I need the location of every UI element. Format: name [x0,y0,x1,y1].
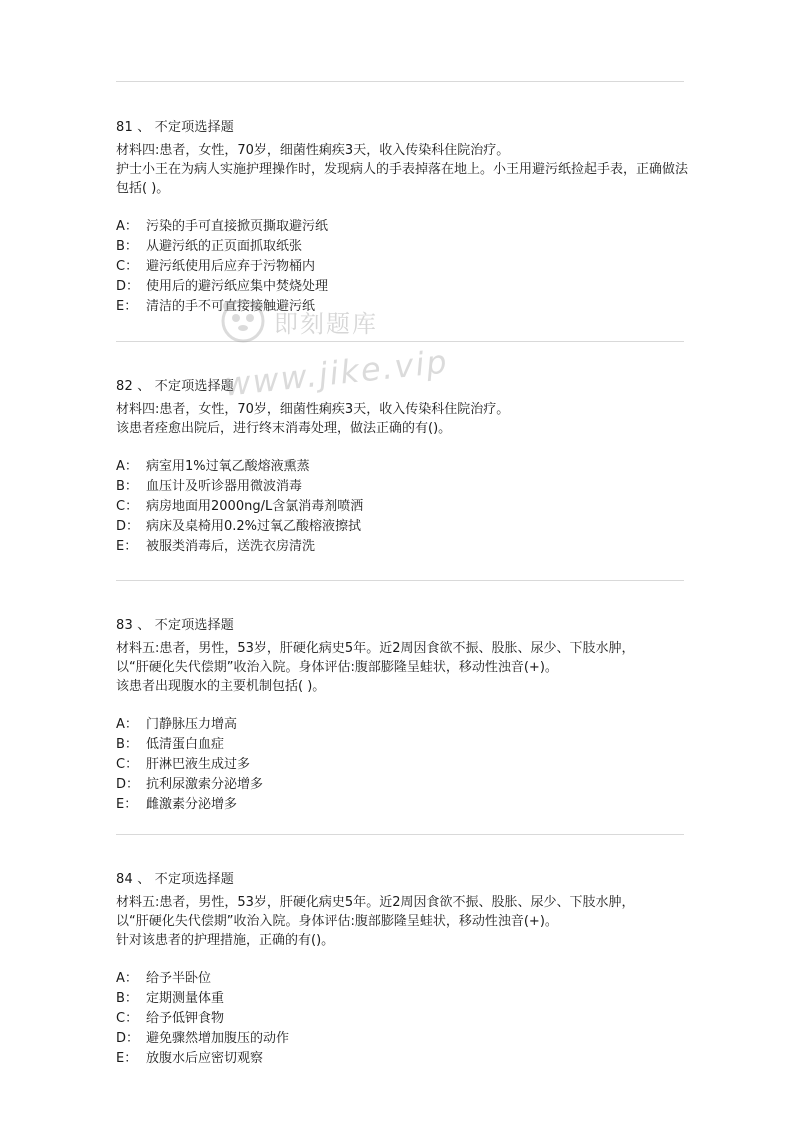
option-a[interactable] [116,969,688,989]
section-divider [116,81,684,82]
option-text: 病房地面用2000ng/L含氯消毒剂喷洒 [146,499,364,514]
option-letter: E： [116,797,138,812]
option-b[interactable] [116,477,688,497]
option-b[interactable] [116,989,688,1009]
option-letter: A： [116,971,138,986]
option-letter: D： [116,519,140,534]
question-heading: 81 、 不定项选择题 [116,120,235,135]
option-letter: E： [116,539,138,554]
option-text: 肝淋巴液生成过多 [146,757,251,772]
option-text: 病室用1%过氧乙酸熔液熏蒸 [146,459,310,474]
question-84 [116,870,688,1069]
option-letter: B： [116,991,138,1006]
option-d[interactable] [116,1029,688,1049]
option-text: 抗利尿激索分泌增多 [146,777,264,792]
question-heading: 83 、 不定项选择题 [116,618,235,633]
option-a[interactable] [116,457,688,477]
option-text: 给予半卧位 [146,971,212,986]
option-letter: D： [116,777,140,792]
option-b[interactable] [116,735,688,755]
option-c[interactable] [116,497,688,517]
question-83 [116,616,688,815]
question-stem: 该患者出现腹水的主要机制包括( )。 [116,679,326,694]
option-text: 低清蛋白血症 [146,737,225,752]
question-material: 材料四:患者，女性，70岁，细菌性痢疾3天，收入传染科住院治疗。 [116,402,510,417]
option-e[interactable] [116,1049,688,1069]
option-letter: D： [116,279,140,294]
option-letter: B： [116,479,138,494]
option-letter: C： [116,259,139,274]
option-letter: E： [116,1051,138,1066]
option-d[interactable] [116,277,688,297]
option-c[interactable] [116,1009,688,1029]
question-82 [116,377,688,557]
option-text: 避污纸使用后应弃于污物桶内 [146,259,316,274]
option-text: 从避污纸的正页面抓取纸张 [146,239,303,254]
option-e[interactable] [116,537,688,557]
option-letter: A： [116,219,138,234]
option-text: 被服类消毒后，送洗衣房清洗 [146,539,316,554]
option-text: 门静脉压力增高 [146,717,238,732]
option-text: 血压计及听诊器用微波消毒 [146,479,303,494]
question-stem: 护士小王在为病人实施护理操作时，发现病人的手表掉落在地上。小王用避污纸捡起手表，正确做法包括( )。 [116,162,689,196]
option-e[interactable] [116,297,688,317]
option-d[interactable] [116,775,688,795]
option-letter: A： [116,459,138,474]
question-material: 以“肝硬化失代偿期”收治入院。身体评估:腹部膨隆呈蛙状，移动性浊音(+)。 [116,914,558,929]
question-stem: 针对该患者的护理措施，正确的有()。 [116,933,335,948]
option-d[interactable] [116,517,688,537]
option-text: 给予低钾食物 [146,1011,225,1026]
option-letter: C： [116,499,139,514]
question-stem: 该患者痊愈出院后，进行终末消毒处理，做法正确的有()。 [116,421,452,436]
question-material: 材料五:患者，男性，53岁，肝硬化病史5年。近2周因食欲不振、股胀、尿少、下肢水肿， [116,641,635,656]
option-letter: B： [116,239,138,254]
option-letter: C： [116,757,139,772]
option-text: 避免骤然增加腹压的动作 [146,1031,290,1046]
question-material: 以“肝硬化失代偿期”收治入院。身体评估:腹部膨隆呈蛙状，移动性浊音(+)。 [116,660,558,675]
option-letter: C： [116,1011,139,1026]
option-text: 使用后的避污纸应集中焚烧处理 [146,279,329,294]
option-text: 清洁的手不可直接接触避污纸 [146,299,316,314]
option-text: 污染的手可直接掀页撕取避污纸 [146,219,329,234]
option-letter: E： [116,299,138,314]
question-heading: 82 、 不定项选择题 [116,379,235,394]
option-b[interactable] [116,237,688,257]
question-material: 材料四:患者，女性，70岁，细菌性痢疾3天，收入传染科住院治疗。 [116,143,510,158]
option-e[interactable] [116,795,688,815]
option-letter: A： [116,717,138,732]
option-letter: B： [116,737,138,752]
section-divider [116,580,684,581]
option-text: 病床及桌椅用0.2%过氧乙酸榕液擦拭 [146,519,362,534]
option-text: 定期测量体重 [146,991,225,1006]
option-c[interactable] [116,755,688,775]
option-letter: D： [116,1031,140,1046]
question-heading: 84 、 不定项选择题 [116,872,235,887]
section-divider [116,341,684,342]
option-a[interactable] [116,715,688,735]
section-divider [116,834,684,835]
question-material: 材料五:患者，男性，53岁，肝硬化病史5年。近2周因食欲不振、股胀、尿少、下肢水肿， [116,895,635,910]
watermark-brand-text: 即刻题库 [274,310,378,338]
question-81 [116,118,688,317]
option-text: 放腹水后应密切观察 [146,1051,264,1066]
watermark-url-text: www.jike.vip [222,342,451,404]
option-a[interactable] [116,217,688,237]
option-c[interactable] [116,257,688,277]
option-text: 雌激素分泌增多 [146,797,238,812]
